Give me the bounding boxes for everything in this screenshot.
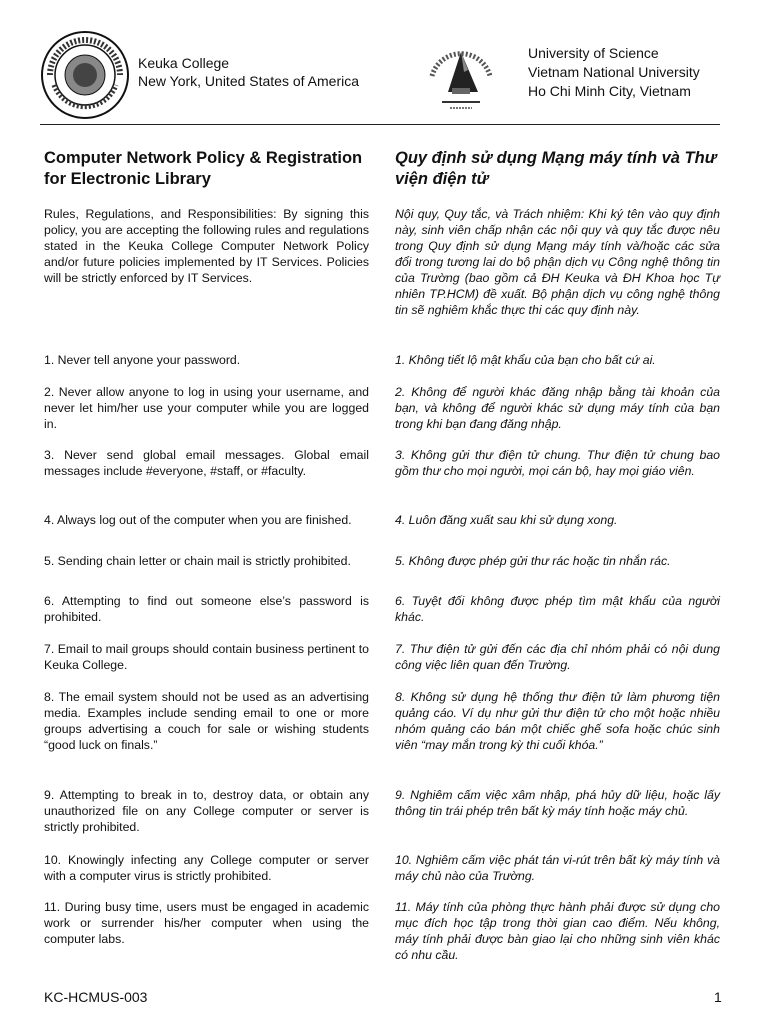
- title-vietnamese: [395, 148, 720, 190]
- rule-8-en: [44, 689, 369, 753]
- rule-text-en: 2. Never allow anyone to log in using your username, and never let him/her use your computer while you are logged in.: [44, 385, 369, 431]
- rule-text-vi: 5. Không được phép gửi thư rác hoặc tin nhắn rác.: [395, 554, 671, 568]
- intro-vietnamese: [395, 206, 720, 318]
- rule-2-vi: [395, 384, 720, 432]
- rule-text-vi: 2. Không để người khác đăng nhập bằng tài khoản của bạn, và không để người khác sử dụng máy tính của bạn trong khi bạn đang đăng nhập.: [395, 385, 720, 431]
- keuka-location: New York, United States of America: [138, 73, 359, 89]
- rule-text-vi: 4. Luôn đăng xuất sau khi sử dụng xong.: [395, 513, 618, 527]
- page-number: 1: [714, 989, 722, 1005]
- rule-8-vi: [395, 689, 720, 753]
- rule-text-vi: 3. Không gửi thư điện tử chung. Thư điện tử chung bao gồm thư cho mọi người, mọi cán bộ, hay mọi giáo viên.: [395, 448, 720, 478]
- hcmus-university: Vietnam National University: [528, 64, 700, 80]
- rule-11-vi: [395, 899, 720, 963]
- rule-text-en: 3. Never send global email messages. Global email messages include #everyone, #staff, or #faculty.: [44, 448, 369, 478]
- title-en-text: Computer Network Policy & Registration for Electronic Library: [44, 149, 363, 188]
- hcmus-name: University of Science: [528, 45, 659, 61]
- intro-en-text: Rules, Regulations, and Responsibilities: By signing this policy, you are accepting the following rules and regulations stated in the Keuka College Computer Network Policy and/or future policies implemented by IT Services. Policies will be strictly enforced by IT Services.: [44, 207, 369, 285]
- rule-9-vi: [395, 787, 720, 819]
- rule-4-vi: [395, 512, 720, 528]
- rule-5-en: [44, 553, 369, 569]
- rule-7-en: [44, 641, 369, 673]
- keuka-college-seal: [40, 30, 130, 120]
- rule-10-en: [44, 852, 369, 884]
- rule-4-en: [44, 512, 369, 528]
- rule-text-vi: 8. Không sử dụng hệ thống thư điện tử làm phương tiện quảng cáo. Ví dụ như gửi thư điện tử cho một hoặc nhiều nhóm quảng cáo bán một chiếc ghế sofa hoặc chúc sinh viên “may mắn trong kỳ thi cuối khóa.”: [395, 690, 720, 752]
- rule-text-en: 11. During busy time, users must be engaged in academic work or surrender his/her computer when using the computer labs.: [44, 900, 369, 946]
- title-vi-text: Quy định sử dụng Mạng máy tính và Thư viện điện tử: [395, 149, 717, 188]
- rule-1-en: [44, 352, 369, 368]
- rule-5-vi: [395, 553, 720, 569]
- rule-text-en: 8. The email system should not be used as an advertising media. Examples include sending email to one or more groups advertising a couch for sale or wishing students “good luck on finals.”: [44, 690, 369, 752]
- document-header: [0, 0, 770, 128]
- rule-6-vi: [395, 593, 720, 625]
- hcmus-location: Ho Chi Minh City, Vietnam: [528, 83, 691, 99]
- rule-11-en: [44, 899, 369, 947]
- intro-vi-text: Nội quy, Quy tắc, và Trách nhiệm: Khi ký tên vào quy định này, sinh viên chấp nhận các nội quy và quy tắc được nêu trong Quy định sử dụng Mạng máy tính và/hoặc các sửa đổi trong tương lai do bộ phận dịch vụ Công nghệ thông tin của Trường (bao gồm cả ĐH Keuka và ĐH Khoa học Tự nhiên TP.HCM) đề xuất. Bộ phận dịch vụ công nghệ thông tin sẽ nghiêm khắc thực thi các quy định này.: [395, 207, 720, 317]
- keuka-address: [138, 54, 359, 90]
- rule-text-en: 4. Always log out of the computer when you are finished.: [44, 513, 352, 527]
- rule-9-en: [44, 787, 369, 835]
- rule-7-vi: [395, 641, 720, 673]
- rule-text-vi: 7. Thư điện tử gửi đến các địa chỉ nhóm phải có nội dung công việc liên quan đến Trường.: [395, 642, 720, 672]
- rule-text-vi: 6. Tuyệt đối không được phép tìm mật khẩu của người khác.: [395, 594, 720, 624]
- hcmus-seal: [420, 30, 502, 112]
- rule-text-vi: 9. Nghiêm cấm việc xâm nhập, phá hủy dữ liệu, hoặc lấy thông tin trái phép trên bất kỳ máy tính hoặc máy chủ.: [395, 788, 720, 818]
- rule-text-en: 10. Knowingly infecting any College computer or server with a computer virus is strictly prohibited.: [44, 853, 369, 883]
- rule-text-en: 5. Sending chain letter or chain mail is strictly prohibited.: [44, 554, 351, 568]
- hcmus-address: [528, 44, 700, 101]
- rule-text-en: 7. Email to mail groups should contain business pertinent to Keuka College.: [44, 642, 369, 672]
- rule-2-en: [44, 384, 369, 432]
- header-divider: [40, 124, 720, 125]
- rule-1-vi: [395, 352, 720, 368]
- rule-10-vi: [395, 852, 720, 884]
- keuka-name: Keuka College: [138, 55, 230, 71]
- rule-3-vi: [395, 447, 720, 479]
- rule-text-en: 6. Attempting to find out someone else’s password is prohibited.: [44, 594, 369, 624]
- rule-text-en: 9. Attempting to break in to, destroy data, or obtain any unauthorized file on any College computer or server is strictly prohibited.: [44, 788, 369, 834]
- rule-text-en: 1. Never tell anyone your password.: [44, 353, 241, 367]
- rule-text-vi: 10. Nghiêm cấm việc phát tán vi-rút trên bất kỳ máy tính và máy chủ nào của Trường.: [395, 853, 720, 883]
- intro-english: [44, 206, 369, 286]
- rule-text-vi: 1. Không tiết lộ mật khẩu của bạn cho bất cứ ai.: [395, 353, 656, 367]
- document-code: KC-HCMUS-003: [44, 989, 148, 1005]
- rule-text-vi: 11. Máy tính của phòng thực hành phải được sử dụng cho mục đích học tập trong thời gian cao điểm. Nếu không, máy tính phải được bàn giao lại cho những sinh viên khác có nhu cầu.: [395, 900, 720, 962]
- title-english: [44, 148, 369, 190]
- rule-6-en: [44, 593, 369, 625]
- rule-3-en: [44, 447, 369, 479]
